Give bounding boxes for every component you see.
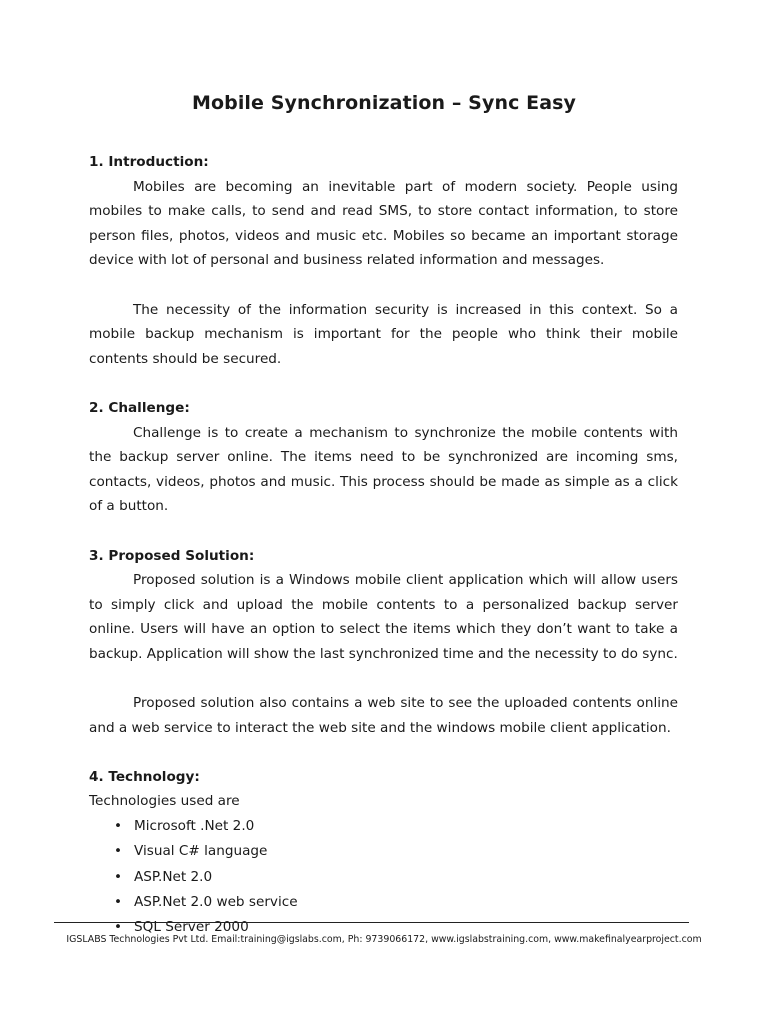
section-heading: 4. Technology: xyxy=(89,768,200,785)
list-item xyxy=(89,814,678,839)
section-technology xyxy=(89,765,678,941)
paragraph: Challenge is to create a mechanism to synchronize the mobile contents with the backup server online. The items need to be synchronized are incoming sms, contacts, videos, photos and music. This process should be made as simple as a click of a button. xyxy=(89,424,678,515)
list-item-text: ASP.Net 2.0 web service xyxy=(134,893,298,910)
document-title: Mobile Synchronization – Sync Easy xyxy=(191,92,577,114)
list-item-text: Microsoft .Net 2.0 xyxy=(134,818,255,835)
bullet-icon: • xyxy=(114,919,123,936)
section-heading: 1. Introduction: xyxy=(89,154,209,170)
page-footer: IGSLABS Technologies Pvt Ltd. Email:training@igslabs.com, Ph: 9739066172, www.igslabstraining.com, www.makefinalyearproject.com xyxy=(66,934,702,945)
paragraph: Proposed solution also contains a web site to see the uploaded contents online and a web service to interact the web site and the windows mobile client application. xyxy=(89,695,678,736)
bullet-icon: • xyxy=(114,868,123,885)
paragraph: Proposed solution is a Windows mobile client application which will allow users to simply click and upload the mobile contents to a personalized backup server online. Users will have an option to select the items which they don’t want to take a backup. Application will show the last synchronized time and the necessity to do sync. xyxy=(89,572,678,662)
paragraph: Mobiles are becoming an inevitable part of modern society. People using mobiles to make calls, to send and read SMS, to store contact information, to store person files, photos, videos and music etc. Mobiles so became an important storage device with lot of personal and business related information and messages. xyxy=(89,178,678,269)
bullet-icon: • xyxy=(114,818,123,835)
section-proposed-solution xyxy=(89,544,678,741)
list-item-text: SQL Server 2000 xyxy=(134,919,249,936)
list-item-text: Visual C# language xyxy=(134,843,268,860)
list-item xyxy=(89,839,678,864)
list-item xyxy=(89,890,678,915)
list-item xyxy=(89,865,678,890)
paragraph: The necessity of the information security is increased in this context. So a mobile backup mechanism is important for the people who think their mobile contents should be secured. xyxy=(89,301,678,367)
bullet-icon: • xyxy=(114,893,123,910)
bullet-icon: • xyxy=(114,843,123,860)
footer-divider xyxy=(54,922,689,923)
list-intro: Technologies used are xyxy=(89,793,240,810)
section-challenge xyxy=(89,396,678,519)
list-item-text: ASP.Net 2.0 xyxy=(134,868,213,885)
section-heading: 2. Challenge: xyxy=(89,399,190,416)
document-body xyxy=(89,150,678,941)
section-heading: 3. Proposed Solution: xyxy=(89,547,255,564)
section-introduction xyxy=(89,150,678,371)
